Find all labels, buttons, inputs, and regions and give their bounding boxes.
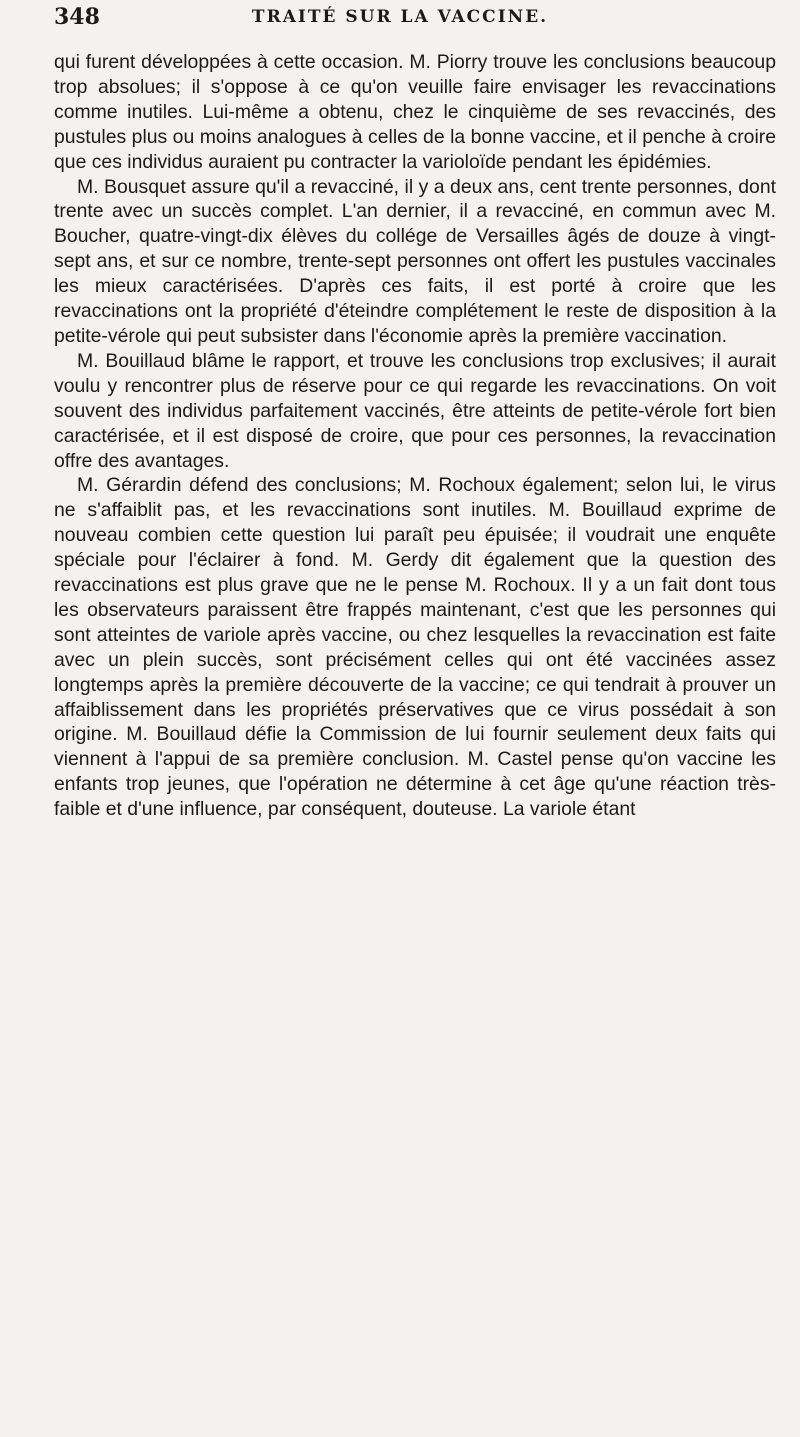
book-page	[0, 4, 800, 1437]
paragraph-bouillaud: M. Bouillaud blâme le rapport, et trouve les conclusions trop exclusives; il aurait voulu y rencontrer plus de réserve pour ce qui regarde les revaccinations. On voit souvent des individus parfaitement vaccinés, être atteints de petite-vérole fort bien caractérisée, et il est disposé de croire, que pour ces personnes, la revaccination offre des avantages.	[54, 349, 776, 472]
paragraph-bousquet: M. Bousquet assure qu'il a revacciné, il y a deux ans, cent trente personnes, dont trente avec un succès complet. L'an dernier, il a revacciné, en commun avec M. Boucher, quatre-vingt-dix élèves du collége de Versailles âgés de douze à vingt-sept ans, et sur ce nombre, trente-sept personnes ont offert les pustules vaccinales les mieux caractérisées. D'après ces faits, il est porté à croire que les revaccinations ont la propriété d'éteindre complétement le reste de disposition à la petite-vérole qui peut subsister dans l'économie après la première vaccination.	[54, 175, 776, 347]
page-number: 348	[54, 4, 100, 30]
body-text	[54, 50, 776, 822]
paragraph-continued: qui furent développées à cette occasion. M. Piorry trouve les conclusions beaucoup trop absolues; il s'oppose à ce qu'on veuille faire envisager les revaccinations comme inutiles. Lui-même a obtenu, chez le cinquième de ses revaccinés, des pustules plus ou moins analogues à celles de la bonne vaccine, et il penche à croire que ces individus auraient pu contracter la varioloïde pendant les épidémies.	[54, 51, 776, 173]
running-title: TRAITÉ SUR LA VACCINE.	[251, 7, 549, 27]
running-head	[54, 4, 776, 34]
paragraph-gerardin: M. Gérardin défend des conclusions; M. Rochoux également; selon lui, le virus ne s'affaiblit pas, et les revaccinations sont inutiles. M. Bouillaud exprime de nouveau combien cette question lui paraît peu épuisée; il voudrait une enquête spéciale pour l'éclairer à fond. M. Gerdy dit également que la question des revaccinations est plus grave que ne le pense M. Rochoux. Il y a un fait dont tous les observateurs paraissent être frappés maintenant, c'est que les personnes qui sont atteintes de variole après vaccine, ou chez lesquelles la revaccination est faite avec un plein succès, sont précisément celles qui ont été vaccinées assez longtemps après la première découverte de la vaccine; ce qui tendrait à prouver un affaiblissement dans les propriétés préservatives que ce virus possédait à son origine. M. Bouillaud défie la Commission de lui fournir seulement deux faits qui viennent à l'appui de sa première conclusion. M. Castel pense qu'on vaccine les enfants trop jeunes, que l'opération ne détermine à cet âge qu'une réaction très-faible et d'une influence, par conséquent, douteuse. La variole étant	[54, 474, 776, 821]
